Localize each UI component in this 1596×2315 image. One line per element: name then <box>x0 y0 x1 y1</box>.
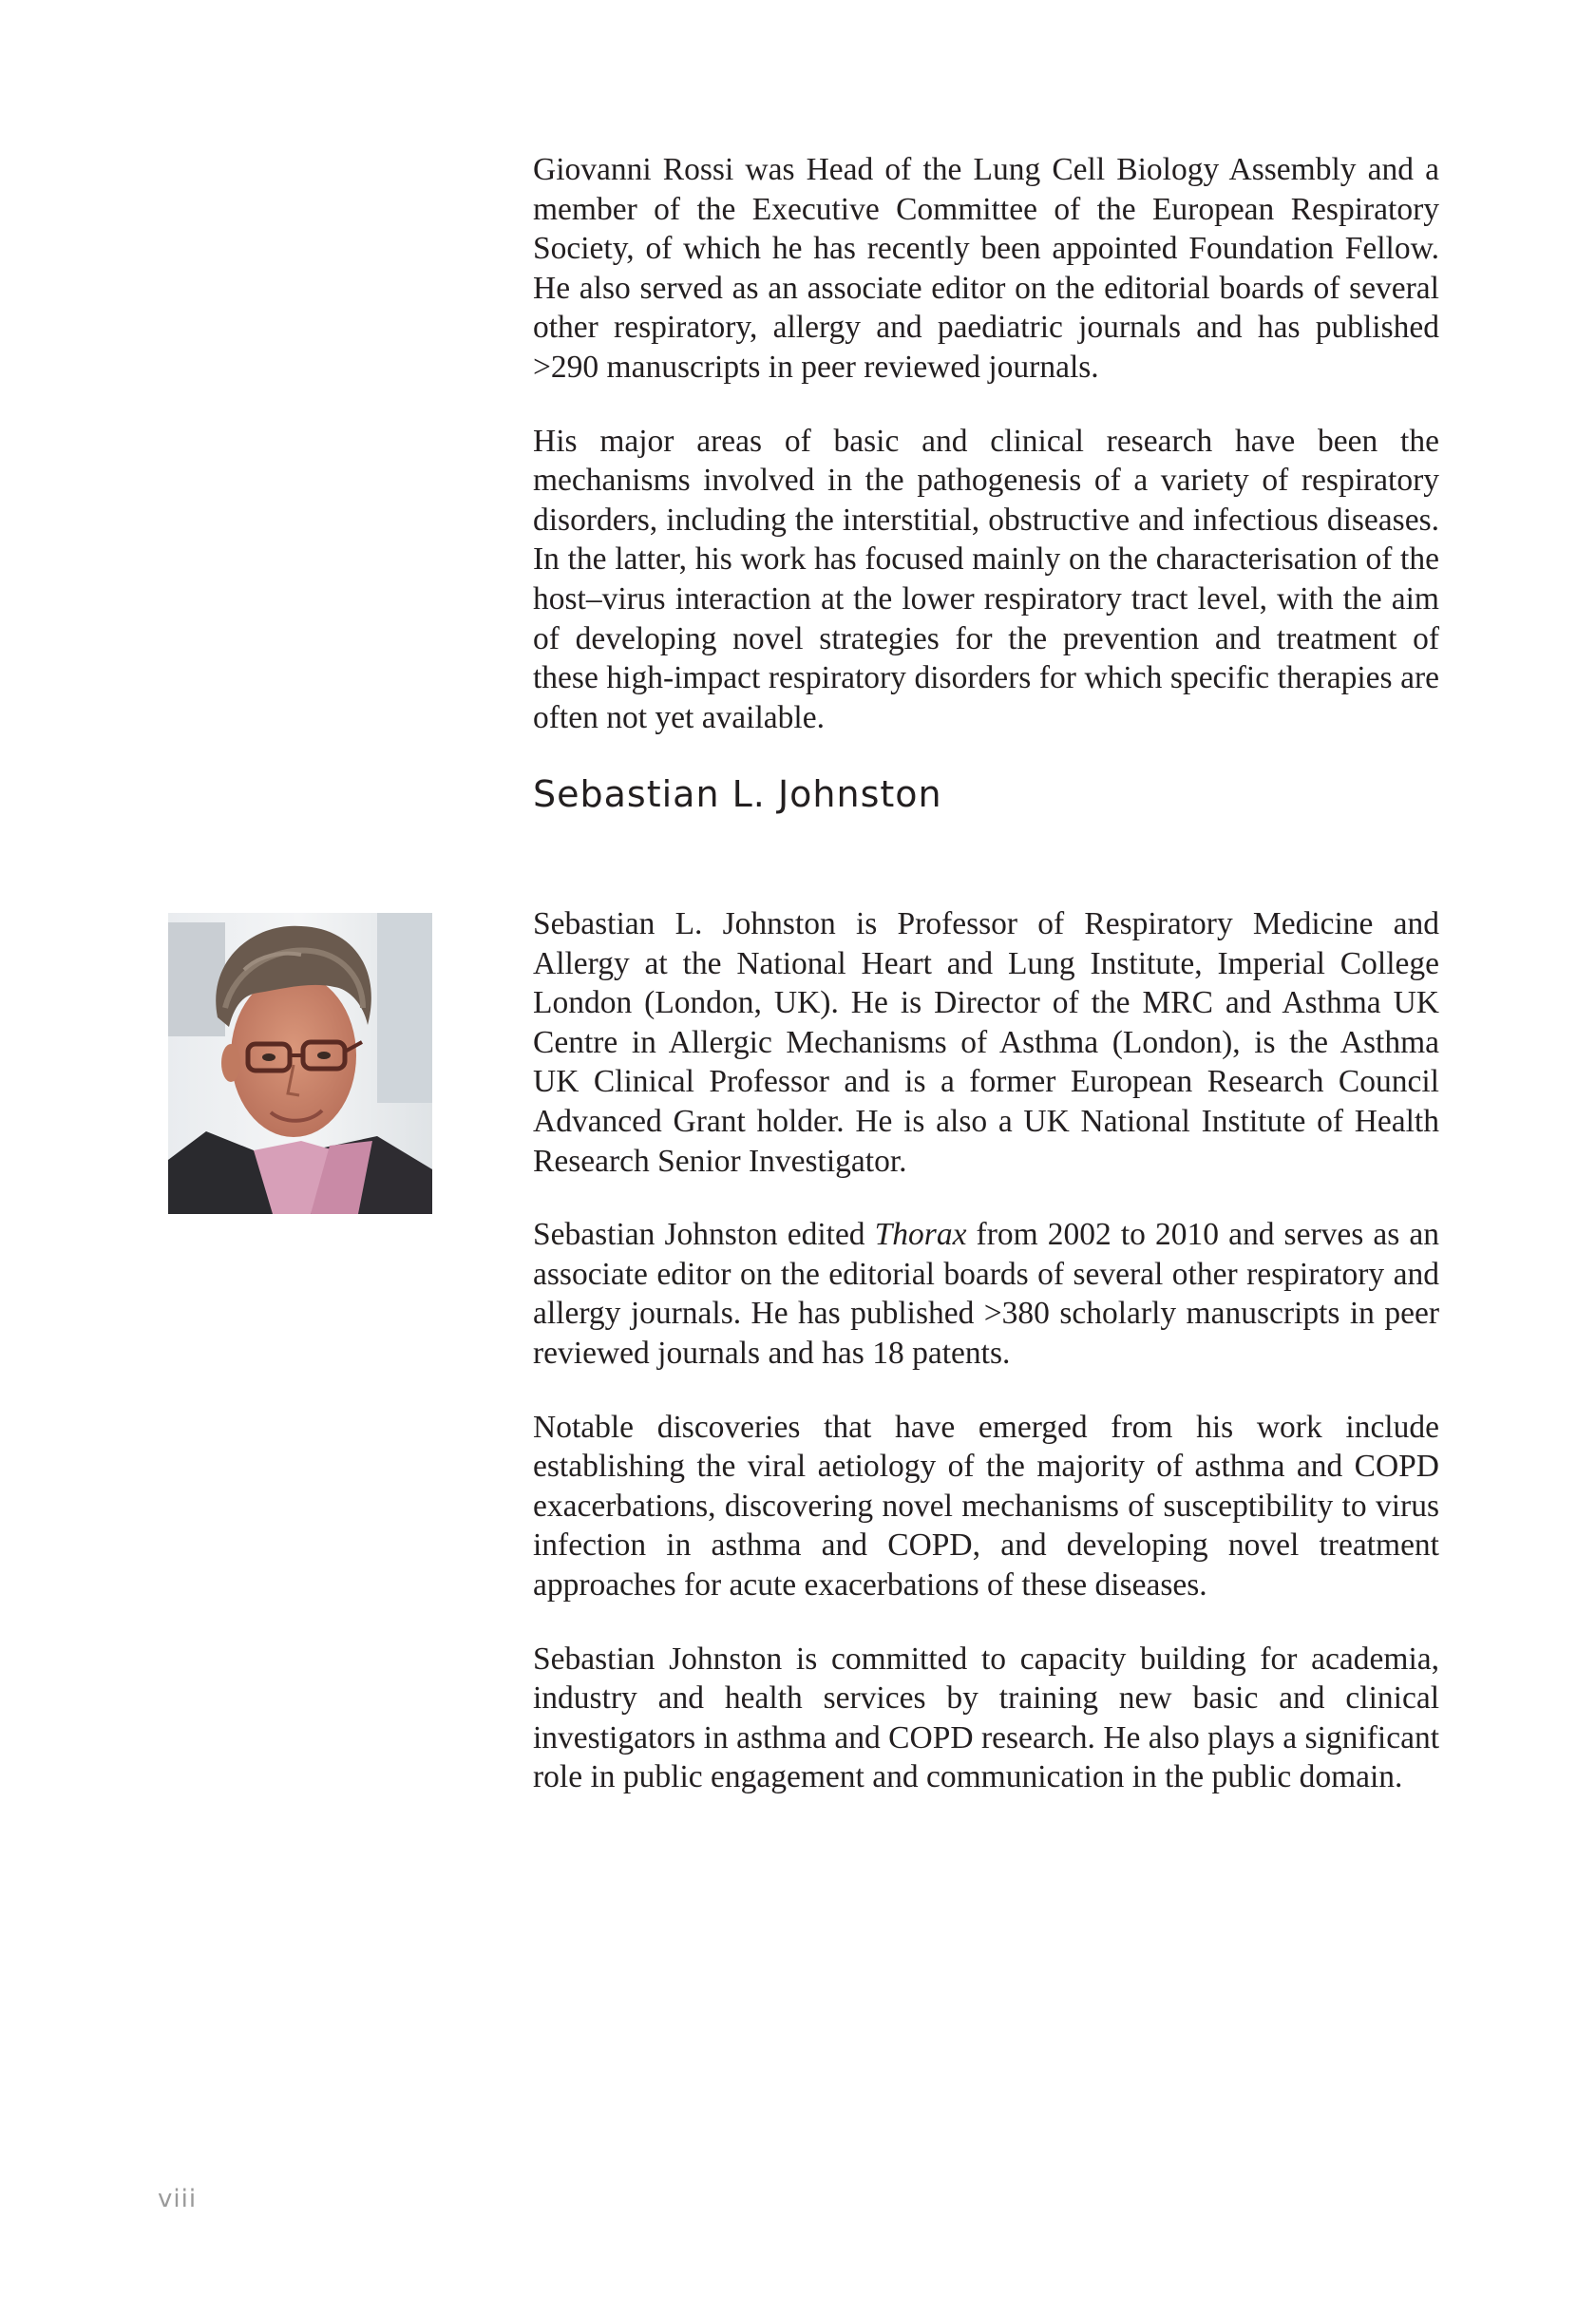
bio-paragraph-2-start: Sebastian Johnston edited <box>533 1217 875 1253</box>
intro-paragraph-1: Giovanni Rossi was Head of the Lung Cell Biology Assembly and a member of the Executive Committee of the European Respiratory Society, of which he has recently been appointed Foundation Fellow. He also served as an associate editor on the editorial boards of several other respiratory, allergy and paediatric journals and has published >290 manuscripts in peer reviewed journals. <box>533 152 1439 385</box>
portrait-photo <box>168 913 432 1214</box>
intro-paragraph-2: His major areas of basic and clinical research have been the mechanisms involved in the pathogenesis of a variety of respiratory disorders, including the interstitial, obstructive and infectious diseases. In the latter, his work has focused mainly on the characterisation of the host–virus interaction at the lower respiratory tract level, with the aim of developing novel strategies for the prevention and treatment of these high-impact respiratory disorders for which specific therapies are often not yet available. <box>533 423 1439 735</box>
bio-paragraph-1: Sebastian L. Johnston is Professor of Respiratory Medicine and Allergy at the National Heart and Lung Institute, Imperial College London (London, UK). He is Director of the MRC and Asthma UK Centre in Allergic Mechanisms of Asthma (London), is the Asthma UK Clinical Professor and is a former European Research Council Advanced Grant holder. He is also a UK National Institute of Health Research Senior Investigator. <box>533 906 1439 1179</box>
bio-paragraph-4: Sebastian Johnston is committed to capacity building for academia, industry and health services by training new basic and clinical investigators in asthma and COPD research. He also plays a significant role in public engagement and communication in the public domain. <box>533 1641 1439 1795</box>
bio-paragraph-2-end: from 2002 to 2010 and serves as an associate editor on the editorial boards of several other respiratory and allergy journals. He has published >380 scholarly manuscripts in peer reviewed journals and has 18 patents. <box>533 1217 1439 1371</box>
bio-paragraph-2 <box>533 1215 1439 1373</box>
intro-text <box>533 150 1439 817</box>
page-number: viii <box>158 2185 198 2213</box>
journal-title: Thorax <box>874 1217 967 1253</box>
bio-text <box>533 904 1439 1831</box>
bio-paragraph-3: Notable discoveries that have emerged from his work include establishing the viral aetiology of the majority of asthma and COPD exacerbations, discovering novel mechanisms of susceptibility to virus infection in asthma and COPD, and developing novel treatment approaches for acute exacerbations of these diseases. <box>533 1409 1439 1603</box>
section-heading: Sebastian L. Johnston <box>533 773 942 816</box>
